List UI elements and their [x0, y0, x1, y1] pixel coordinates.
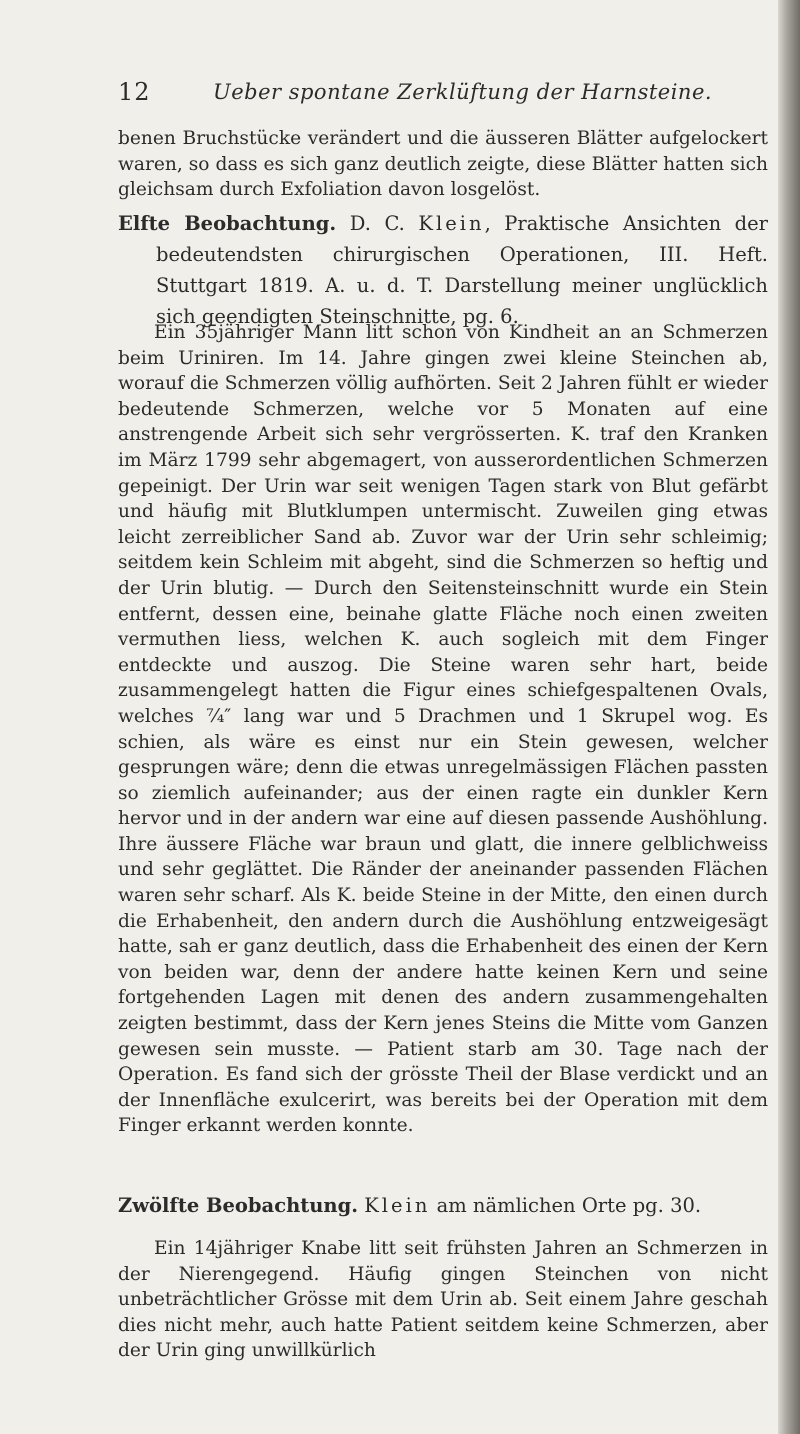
observation-12-heading — [118, 1190, 768, 1221]
page-edge-shadow — [778, 0, 800, 1434]
observation-11-text: Ein 35jähriger Mann litt schon von Kindheit an an Schmerzen beim Uriniren. Im 14. Jahre gingen zwei kleine Steinchen ab, worauf die Schmerzen völlig aufhörten. Seit 2 Jahren fühlt er wieder bedeutende Schmerzen, welche vor 5 Monaten auf eine anstrengende Arbeit sich sehr vergrösserten. K. traf den Kranken im März 1799 sehr abgemagert, von ausserordentlichen Schmerzen gepeinigt. Der Urin war seit wenigen Tagen stark von Blut gefärbt und häufig mit Blutklumpen untermischt. Zuweilen ging etwas leicht zerreiblicher Sand ab. Zuvor war der Urin sehr schleimig; seitdem kein Schleim mit abgeht, sind die Schmerzen so heftig und der Urin blutig. — Durch den Seitensteinschnitt wurde ein Stein entfernt, dessen eine, beinahe glatte Fläche noch einen zweiten vermuthen liess, welchen K. auch sogleich mit dem Finger entdeckte und auszog. Die Steine waren sehr hart, beide zusammengelegt hatten die Figur eines schiefgespaltenen Ovals, welches ⁷⁄₄″ lang war und 5 Drachmen und 1 Skrupel wog. Es schien, als wäre es einst nur ein Stein gewesen, welcher gesprungen wäre; denn die etwas unregelmässigen Flächen passten so ziemlich aufeinander; aus der einen ragte ein dunkler Kern hervor und in der andern war eine auf diesen passende Aushöhlung. Ihre äussere Fläche war braun und glatt, die innere gelblichweiss und sehr geglättet. Die Ränder der aneinander passenden Flächen waren sehr scharf. Als K. beide Steine in der Mitte, den einen durch die Erhabenheit, den andern durch die Aushöhlung entzweigesägt hatte, sah er ganz deutlich, dass die Erhabenheit des einen der Kern von beiden war, denn der andere hatte keinen Kern und seine fortgehenden Lagen mit denen des andern zusammengehalten zeigten bestimmt, dass der Kern jenes Steins die Mitte vom Ganzen gewesen sein musste. — Patient starb am 30. Tage nach der Operation. Es fand sich der grösste Theil der Blase verdickt und an der Innenfläche exulcerirt, was bereits bei der Operation mit dem Finger erkannt werden konnte. — [118, 322, 768, 1137]
observation-11-citation-post: , Praktische Ansichten der bedeutendsten chirurgischen Operationen, III. Heft. Stuttgart 1819. A. u. d. T. Darstellung meiner unglücklich sich geendigten Steinschnitte, pg. 6. — [156, 212, 769, 328]
observation-12-text: Ein 14jähriger Knabe litt seit frühsten Jahren an Schmerzen in der Nierengegend. Häufig gingen Steinchen von nicht unbeträchtlicher Grösse mit dem Urin ab. Seit einem Jahre geschah dies nicht mehr, auch hatte Patient seitdem keine Schmerzen, aber der Urin ging unwillkürlich — [118, 1238, 768, 1362]
observation-12-label: Zwölfte Beobachtung. — [118, 1194, 359, 1217]
observation-12-author: Klein — [364, 1194, 431, 1217]
observation-11-heading — [118, 208, 768, 332]
observation-12-citation-post: am nämlichen Orte pg. 30. — [436, 1194, 702, 1217]
observation-11-label: Elfte Beobachtung. — [118, 212, 337, 235]
observation-11-citation-pre: D. C. — [349, 212, 405, 235]
running-title: Ueber spontane Zerklüftung der Harnsteine. — [213, 80, 713, 104]
page-number: 12 — [118, 78, 151, 106]
page-header — [118, 78, 738, 108]
observation-11-author: Klein — [418, 212, 485, 235]
intro-paragraph: benen Bruchstücke verändert und die äusseren Blätter aufgelockert waren, so dass es sich ganz deutlich zeigte, diese Blätter hatten sich gleichsam durch Exfoliation davon losgelöst. — [118, 128, 768, 201]
